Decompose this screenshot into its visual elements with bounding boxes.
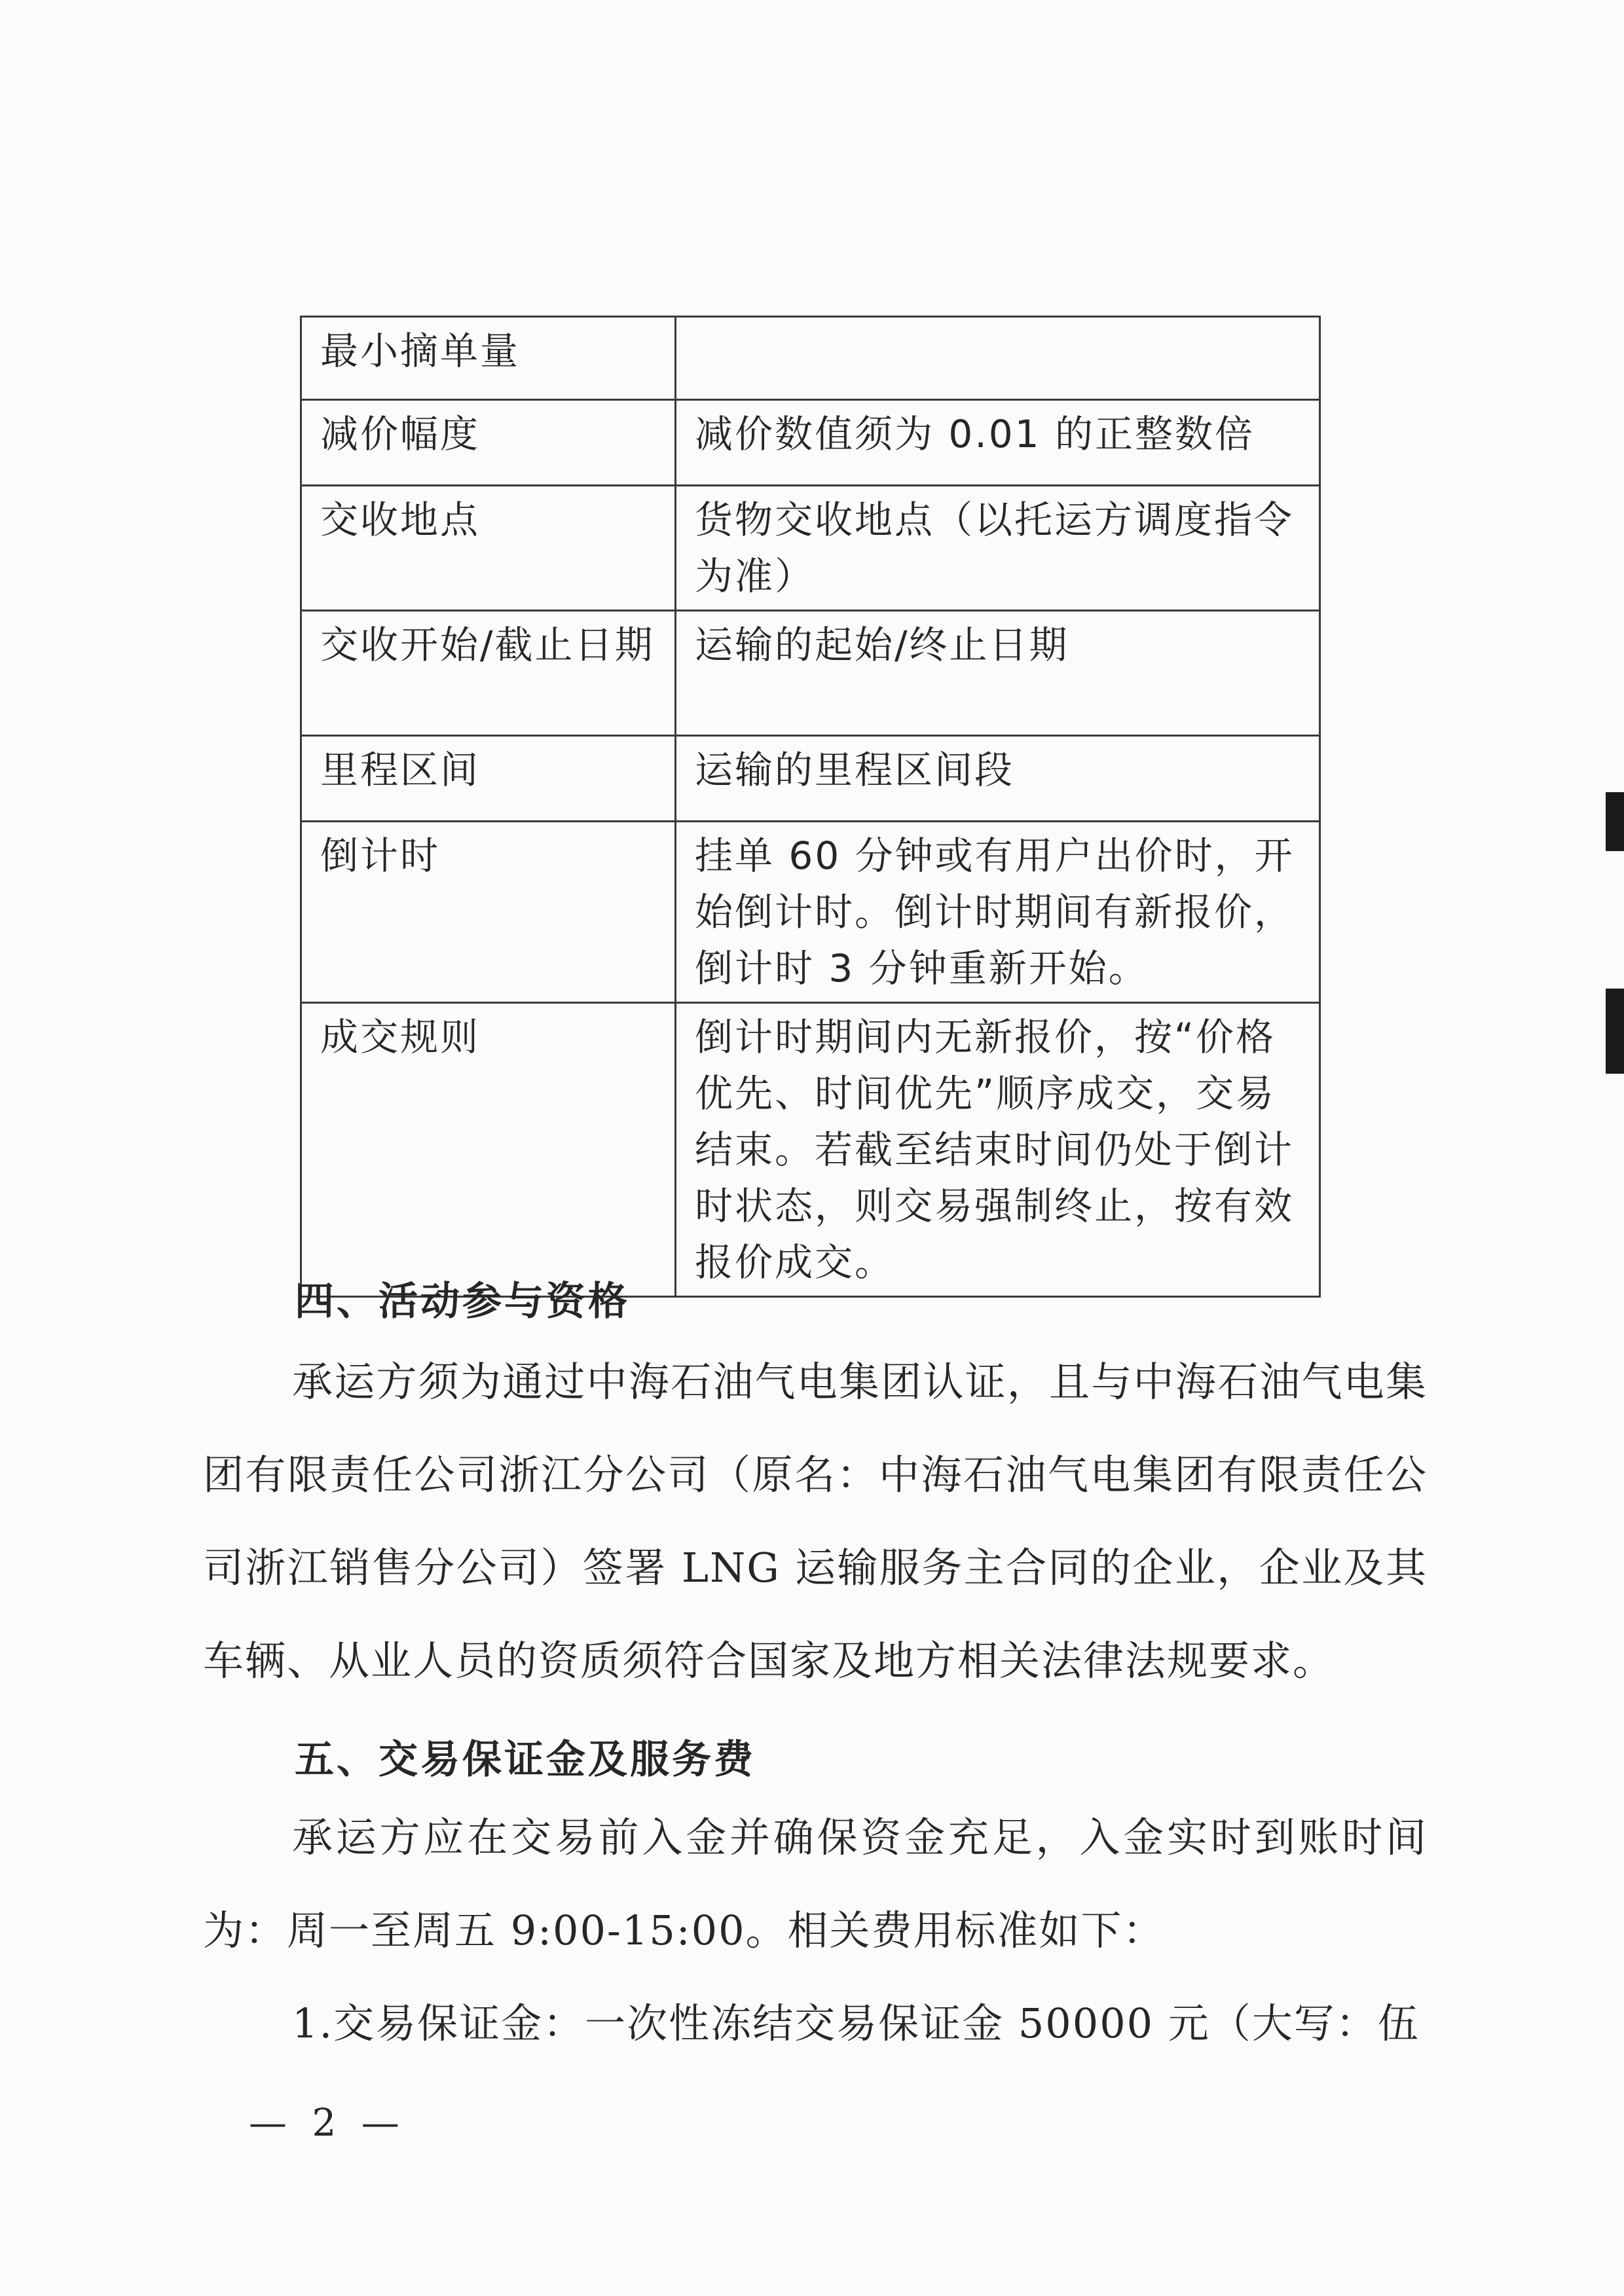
section-5-heading: 五、交易保证金及服务费 [295,1737,756,1783]
table-row [301,1003,1320,1297]
section-4-heading: 四、活动参与资格 [295,1279,630,1324]
table-row [301,611,1320,736]
row-label: 里程区间 [301,736,676,822]
row-value: 挂单 60 分钟或有用户出价时，开始倒计时。倒计时期间有新报价，倒计时 3 分钟重新开始。 [676,822,1320,1003]
binding-edge-mark [1606,792,1624,851]
row-value: 减价数值须为 0.01 的正整数倍 [676,400,1320,486]
table-row [301,822,1320,1003]
row-label: 交收开始/截止日期 [301,611,676,736]
table-row [301,400,1320,486]
row-label: 倒计时 [301,822,676,1003]
row-value: 运输的里程区间段 [676,736,1320,822]
section-4-body: 承运方须为通过中海石油气电集团认证，且与中海石油气电集团有限责任公司浙江分公司（原名：中海石油气电集团有限责任公司浙江销售分公司）签署 LNG 运输服务主合同的企业，企业及其车辆、从业人员的资质须符合国家及地方相关法律法规要求。 [203,1358,1428,1685]
row-value: 运输的起始/终止日期 [676,611,1320,736]
section-5-item-1: 1.交易保证金：一次性冻结交易保证金 50000 元（大写：伍 [292,1999,1420,2047]
page-number: — 2 — [249,2100,406,2145]
trading-rules-table [300,316,1321,1298]
table-row [301,736,1320,822]
section-5-body: 承运方应在交易前入金并确保资金充足，入金实时到账时间为：周一至周五 9:00-15:00。相关费用标准如下： [203,1813,1428,1954]
table-row [301,317,1320,400]
row-label: 最小摘单量 [301,317,676,400]
row-value: 货物交收地点（以托运方调度指令为准） [676,486,1320,611]
row-value: 倒计时期间内无新报价，按“价格优先、时间优先”顺序成交，交易结束。若截至结束时间仍处于倒计时状态，则交易强制终止，按有效报价成交。 [676,1003,1320,1297]
row-label: 减价幅度 [301,400,676,486]
row-label: 成交规则 [301,1003,676,1297]
table-row [301,486,1320,611]
binding-edge-mark [1606,989,1624,1074]
row-label: 交收地点 [301,486,676,611]
row-value [676,317,1320,400]
